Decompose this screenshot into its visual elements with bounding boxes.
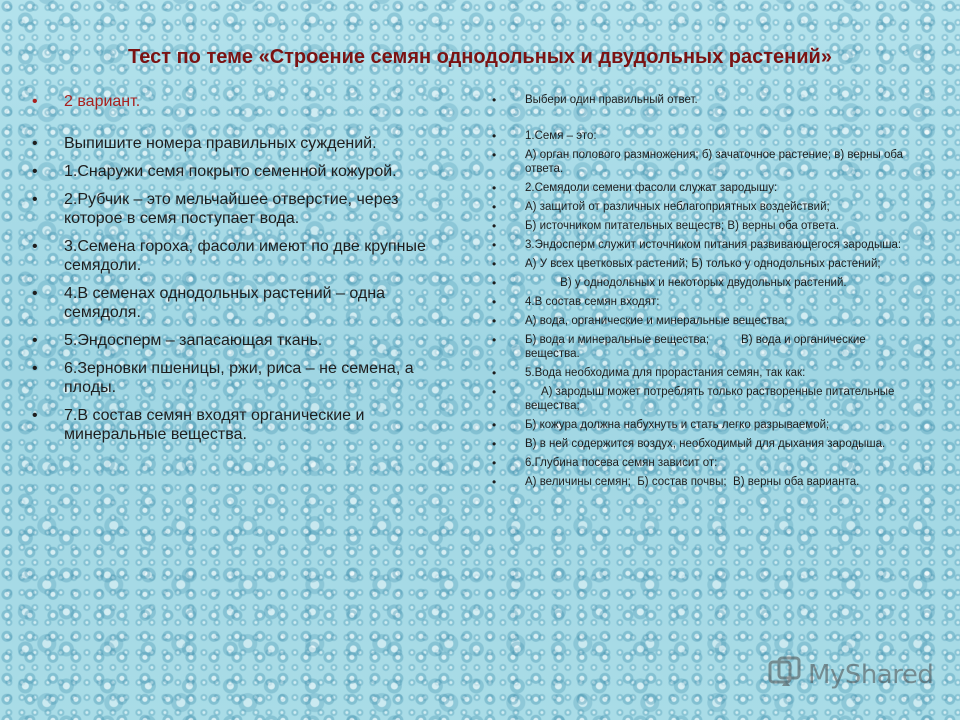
list-item: • А) защитой от различных неблагоприятных воздействий; <box>525 200 905 214</box>
list-item: • 1.Семя – это: <box>525 129 905 143</box>
list-item: • 4.В состав семян входят: <box>525 295 905 309</box>
list-item: • А) вода, органические и минеральные вещества; <box>525 314 905 328</box>
list-item: • 3.Семена гороха, фасоли имеют по две крупные семядоли. <box>64 237 439 275</box>
list-item: • Б) кожура должна набухнуть и стать легко разрываемой; <box>525 418 905 432</box>
list-item: • 2.Семядоли семени фасоли служат зародышу: <box>525 181 905 195</box>
list-item-instruction: • Выбери один правильный ответ. <box>525 93 905 107</box>
list-item: • 2.Рубчик – это мельчайшее отверстие, через которое в семя поступает вода. <box>64 190 439 228</box>
list-item-variant: • 2 вариант. <box>64 92 439 111</box>
list-item: • 6.Зерновки пшеницы, ржи, риса – не семена, а плоды. <box>64 359 439 397</box>
right-column-list <box>525 93 905 494</box>
list-item: • 5.Вода необходима для прорастания семян, так как: <box>525 366 905 380</box>
list-item: • А) У всех цветковых растений; Б) только у однодольных растений; <box>525 257 905 271</box>
list-item: • А) орган полового размножения; б) зачаточное растение; в) верны оба ответа. <box>525 148 905 176</box>
slide-title: Тест по теме «Строение семян однодольных и двудольных растений» <box>128 46 832 68</box>
list-item: • Выпишите номера правильных суждений. <box>64 134 439 153</box>
list-item: • В) в ней содержится воздух, необходимый для дыхания зародыша. <box>525 437 905 451</box>
list-item: • 5.Эндосперм – запасающая ткань. <box>64 331 439 350</box>
list-item: • 4.В семенах однодольных растений – одна семядоля. <box>64 284 439 322</box>
left-column-list <box>64 92 439 453</box>
list-item: • 3.Эндосперм служит источником питания развивающегося зародыша: <box>525 238 905 252</box>
list-item: • А) зародыш может потреблять только растворенные питательные вещества; <box>525 385 905 413</box>
myshared-watermark[interactable] <box>768 657 933 693</box>
myshared-logo-icon <box>768 656 802 695</box>
list-item: • В) у однодольных и некоторых двудольных растений. <box>525 276 905 290</box>
watermark-text: MyShared <box>808 660 934 690</box>
list-item: • Б) источником питательных веществ; В) верны оба ответа. <box>525 219 905 233</box>
list-item: • 6.Глубина посева семян зависит от: <box>525 456 905 470</box>
list-item: • А) величины семян; Б) состав почвы; В) верны оба варианта. <box>525 475 905 489</box>
list-item: • 7.В состав семян входят органические и минеральные вещества. <box>64 406 439 444</box>
list-item: • Б) вода и минеральные вещества; В) вода и органические вещества. <box>525 333 905 361</box>
list-item: • 1.Снаружи семя покрыто семенной кожурой. <box>64 162 439 181</box>
